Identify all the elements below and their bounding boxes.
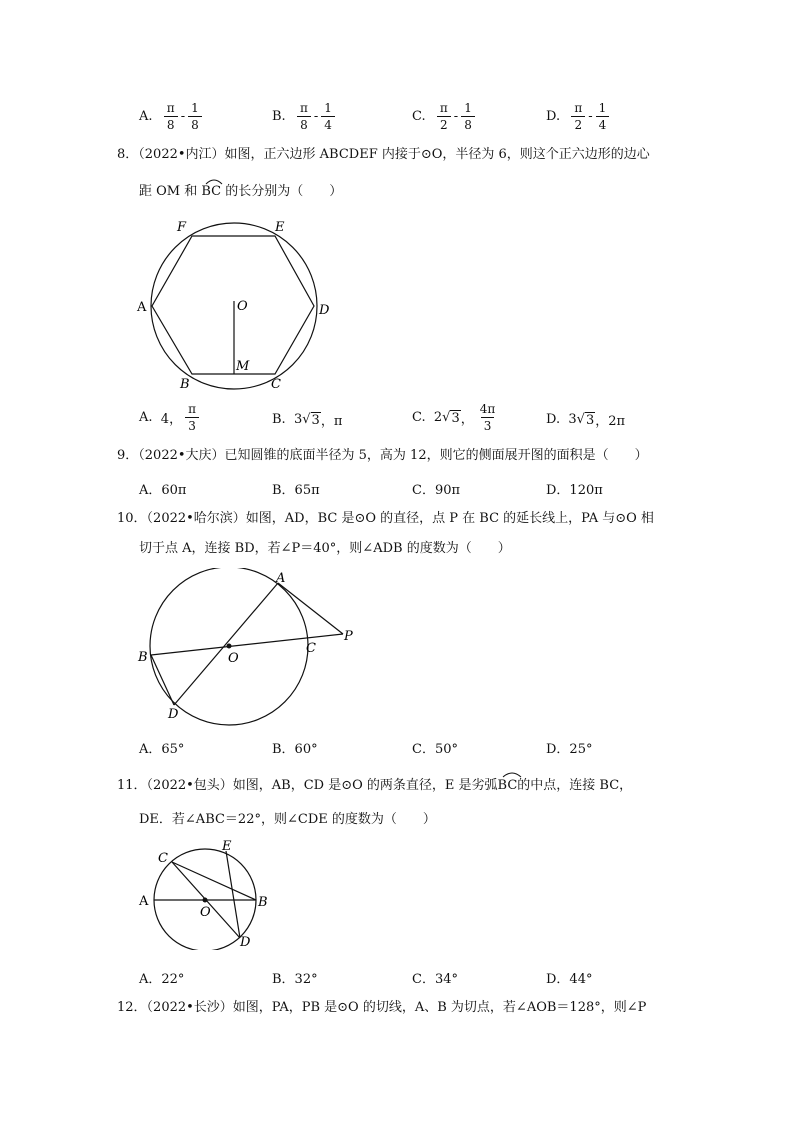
label-o: O: [228, 651, 239, 666]
q8-stem-line2: 距 OM 和 BC 的长分别为（ ）: [139, 184, 343, 199]
tangent-pa: [278, 583, 343, 634]
q7-option-b: B. $\frac{\pi}{8}$ - $\frac{1}{4}$: [272, 101, 338, 132]
q7-option-c: C. $\frac{\pi}{2}$ - $\frac{1}{8}$: [412, 101, 478, 132]
label-c: C: [271, 377, 281, 390]
label-e: E: [222, 839, 232, 854]
label-c: C: [158, 851, 168, 866]
fraction: $\frac{\pi}{8}$: [297, 101, 311, 132]
label-b: B: [138, 650, 148, 665]
q10-option-b: B．60°: [272, 742, 318, 757]
arc-mark-icon: [501, 769, 523, 779]
arc-mark-icon: [204, 176, 224, 186]
q9-option-b: B．65π: [272, 483, 320, 498]
label-b: B: [258, 895, 268, 910]
q9-option-c: C．90π: [412, 483, 461, 498]
label-b: B: [180, 377, 190, 390]
label-a: A: [139, 894, 149, 909]
chord-bc: [172, 862, 256, 900]
q10-option-d: D．25°: [546, 742, 593, 757]
q8-option-b: B. 3 √ 3 ，π: [272, 412, 343, 429]
label-e: E: [275, 220, 285, 235]
q12-stem-line1: 12．（2022•长沙）如图，PA，PB 是⊙O 的切线，A、B 为切点，若∠AOB＝128°，则∠P: [117, 1000, 647, 1015]
q7-option-a: A. $\frac{\pi}{8}$ - $\frac{1}{8}$: [139, 101, 205, 132]
label-d: D: [319, 303, 330, 318]
q9-stem: 9．（2022•大庆）已知圆锥的底面半径为 5，高为 12，则它的侧面展开图的面积是（ ）: [117, 448, 648, 463]
label-m: M: [236, 359, 250, 374]
fraction: $\frac{1}{8}$: [188, 101, 202, 132]
q11-option-c: C．34°: [412, 972, 458, 987]
q9-option-a: A．60π: [139, 483, 187, 498]
label-d: D: [240, 935, 251, 950]
q11-option-b: B．32°: [272, 972, 318, 987]
fraction: $\frac{\pi}{3}$: [185, 402, 199, 433]
fraction: $\frac{\pi}{2}$: [437, 101, 451, 132]
q11-option-d: D．44°: [546, 972, 593, 987]
q10-stem-line1: 10．（2022•哈尔滨）如图，AD，BC 是⊙O 的直径，点 P 在 BC 的延长线上，PA 与⊙O 相: [117, 511, 654, 526]
chord-bd: [151, 655, 174, 705]
fraction: $\frac{1}{4}$: [596, 101, 610, 132]
q8-option-a: A. 4， $\frac{\pi}{3}$: [139, 402, 202, 433]
label-c: C: [306, 641, 316, 656]
label-o: O: [200, 905, 211, 920]
q10-stem-line2: 切于点 A，连接 BD，若∠P＝40°，则∠ADB 的度数为（ ）: [139, 541, 511, 556]
fraction: $\frac{\pi}{2}$: [571, 101, 585, 132]
label-o: O: [237, 299, 248, 314]
q9-option-d: D．120π: [546, 483, 603, 498]
fraction: $\frac{4\pi}{3}$: [479, 402, 496, 433]
q8-option-c: C. 2 √ 3 ， $\frac{4\pi}{3}$: [412, 402, 501, 433]
q11-stem-line2: DE．若∠ABC＝22°，则∠CDE 的度数为（ ）: [139, 812, 436, 827]
center-point: [203, 898, 208, 903]
q8-option-d: D. 3 √ 3 ，2π: [546, 412, 626, 429]
q11-stem-line1: 11．（2022•包头）如图，AB，CD 是⊙O 的两条直径，E 是劣弧BC的中点，连接 BC，: [117, 778, 633, 793]
label-f: F: [177, 220, 187, 235]
hexagon-figure: [130, 210, 340, 390]
fraction: $\frac{1}{4}$: [321, 101, 335, 132]
center-point: [227, 644, 232, 649]
q8-stem-line1: 8．（2022•内江）如图，正六边形 ABCDEF 内接于⊙O，半径为 6，则这个正六边形的边心: [117, 147, 650, 162]
label-a: A: [137, 300, 147, 315]
q10-option-a: A．65°: [139, 742, 185, 757]
q11-option-a: A．22°: [139, 972, 185, 987]
q10-option-c: C．50°: [412, 742, 458, 757]
label-d: D: [168, 707, 179, 722]
q7-option-d: D. $\frac{\pi}{2}$ - $\frac{1}{4}$: [546, 101, 612, 132]
label-p: P: [344, 629, 353, 644]
fraction: $\frac{1}{8}$: [461, 101, 475, 132]
tangent-figure: [132, 568, 362, 728]
hexagon: [152, 236, 314, 374]
label-a: A: [276, 571, 286, 586]
diameter-ad: [174, 583, 278, 705]
fraction: $\frac{\pi}{8}$: [164, 101, 178, 132]
diameters-figure: [134, 838, 274, 950]
